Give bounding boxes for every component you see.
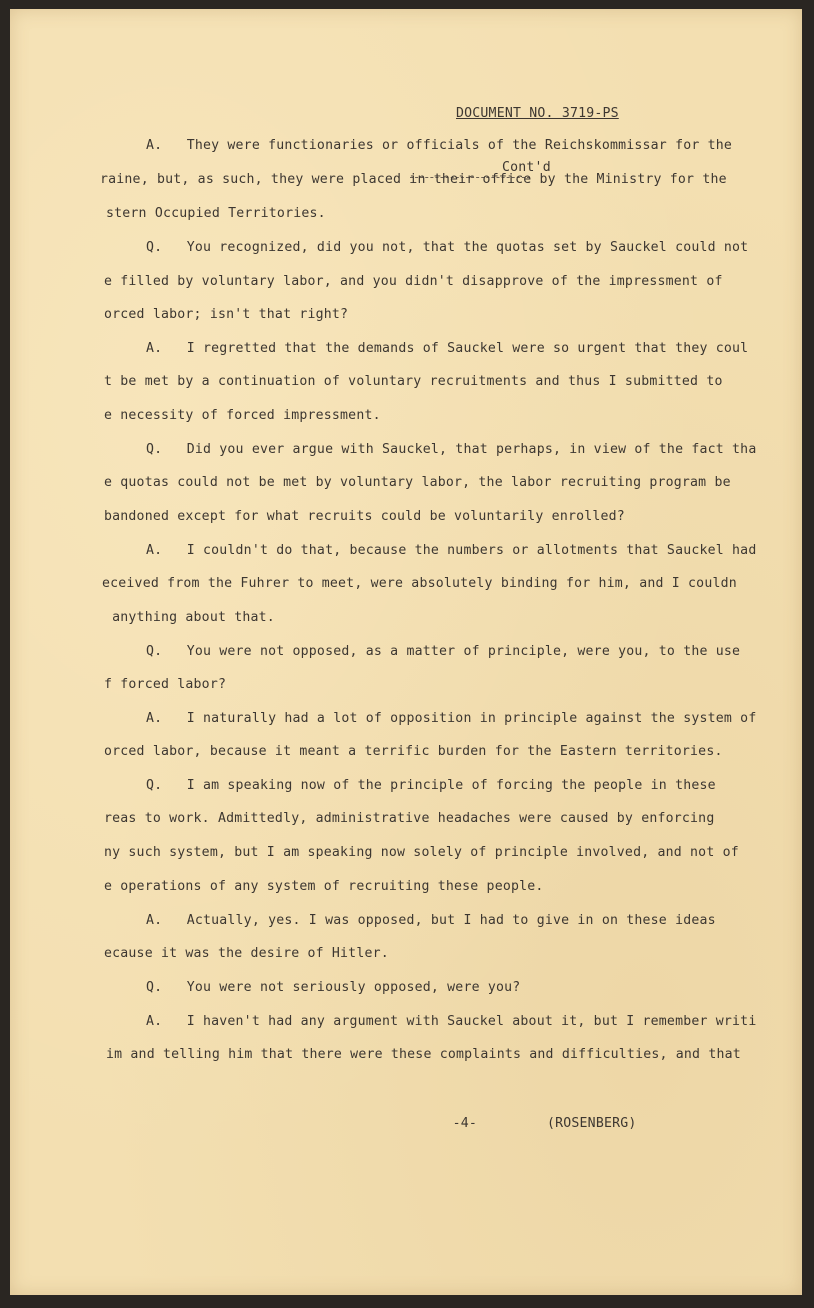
text-line: Q. You were not opposed, as a matter of principle, were you, to the use	[146, 644, 741, 659]
transcript-body	[100, 137, 770, 1062]
text-line: e necessity of forced impressment.	[104, 408, 381, 423]
text-line: anything about that.	[104, 610, 275, 625]
text-line: A. I regretted that the demands of Sauckel were so urgent that they coul	[146, 341, 749, 356]
text-line: e operations of any system of recruiting these people.	[104, 879, 544, 894]
page-footer	[420, 1097, 637, 1151]
text-line: reas to work. Admittedly, administrative headaches were caused by enforcing	[104, 811, 715, 826]
text-line: Q. Did you ever argue with Sauckel, that perhaps, in view of the fact tha	[146, 442, 757, 457]
text-line: A. I couldn't do that, because the numbers or allotments that Sauckel had	[146, 543, 757, 558]
text-line: Q. I am speaking now of the principle of forcing the people in these	[146, 778, 716, 793]
text-line: ny such system, but I am speaking now solely of principle involved, and not of	[104, 845, 739, 860]
document-number: DOCUMENT NO. 3719-PS	[456, 106, 619, 121]
text-line: im and telling him that there were these complaints and difficulties, and that	[106, 1047, 741, 1062]
text-line: A. They were functionaries or officials of the Reichskommissar for the	[146, 138, 733, 153]
text-line: raine, but, as such, they were placed in their office by the Ministry for the	[100, 172, 727, 187]
text-line: A. I naturally had a lot of opposition in principle against the system of	[146, 711, 757, 726]
text-line: A. Actually, yes. I was opposed, but I had to give in on these ideas	[146, 913, 716, 928]
text-line: bandoned except for what recruits could be voluntarily enrolled?	[104, 509, 625, 524]
text-line: ecause it was the desire of Hitler.	[104, 946, 389, 961]
text-line: e filled by voluntary labor, and you didn't disapprove of the impressment of	[104, 274, 723, 289]
text-line: orced labor, because it meant a terrific burden for the Eastern territories.	[104, 744, 723, 759]
text-line: Q. You were not seriously opposed, were you?	[146, 980, 521, 995]
continued-label: Cont'd	[410, 159, 530, 178]
text-line: stern Occupied Territories.	[106, 206, 326, 221]
text-line: e quotas could not be met by voluntary labor, the labor recruiting program be	[104, 475, 731, 490]
page-number: -4-	[452, 1116, 477, 1131]
text-line: t be met by a continuation of voluntary recruitments and thus I submitted to	[104, 374, 723, 389]
text-line: orced labor; isn't that right?	[104, 307, 349, 322]
document-page	[10, 9, 802, 1295]
text-line: Q. You recognized, did you not, that the quotas set by Sauckel could not	[146, 240, 749, 255]
witness-name: (ROSENBERG)	[546, 1116, 637, 1131]
text-line: eceived from the Fuhrer to meet, were absolutely binding for him, and I couldn	[102, 576, 737, 591]
text-line: A. I haven't had any argument with Sauckel about it, but I remember writi	[146, 1014, 757, 1029]
text-line: f forced labor?	[104, 677, 227, 692]
